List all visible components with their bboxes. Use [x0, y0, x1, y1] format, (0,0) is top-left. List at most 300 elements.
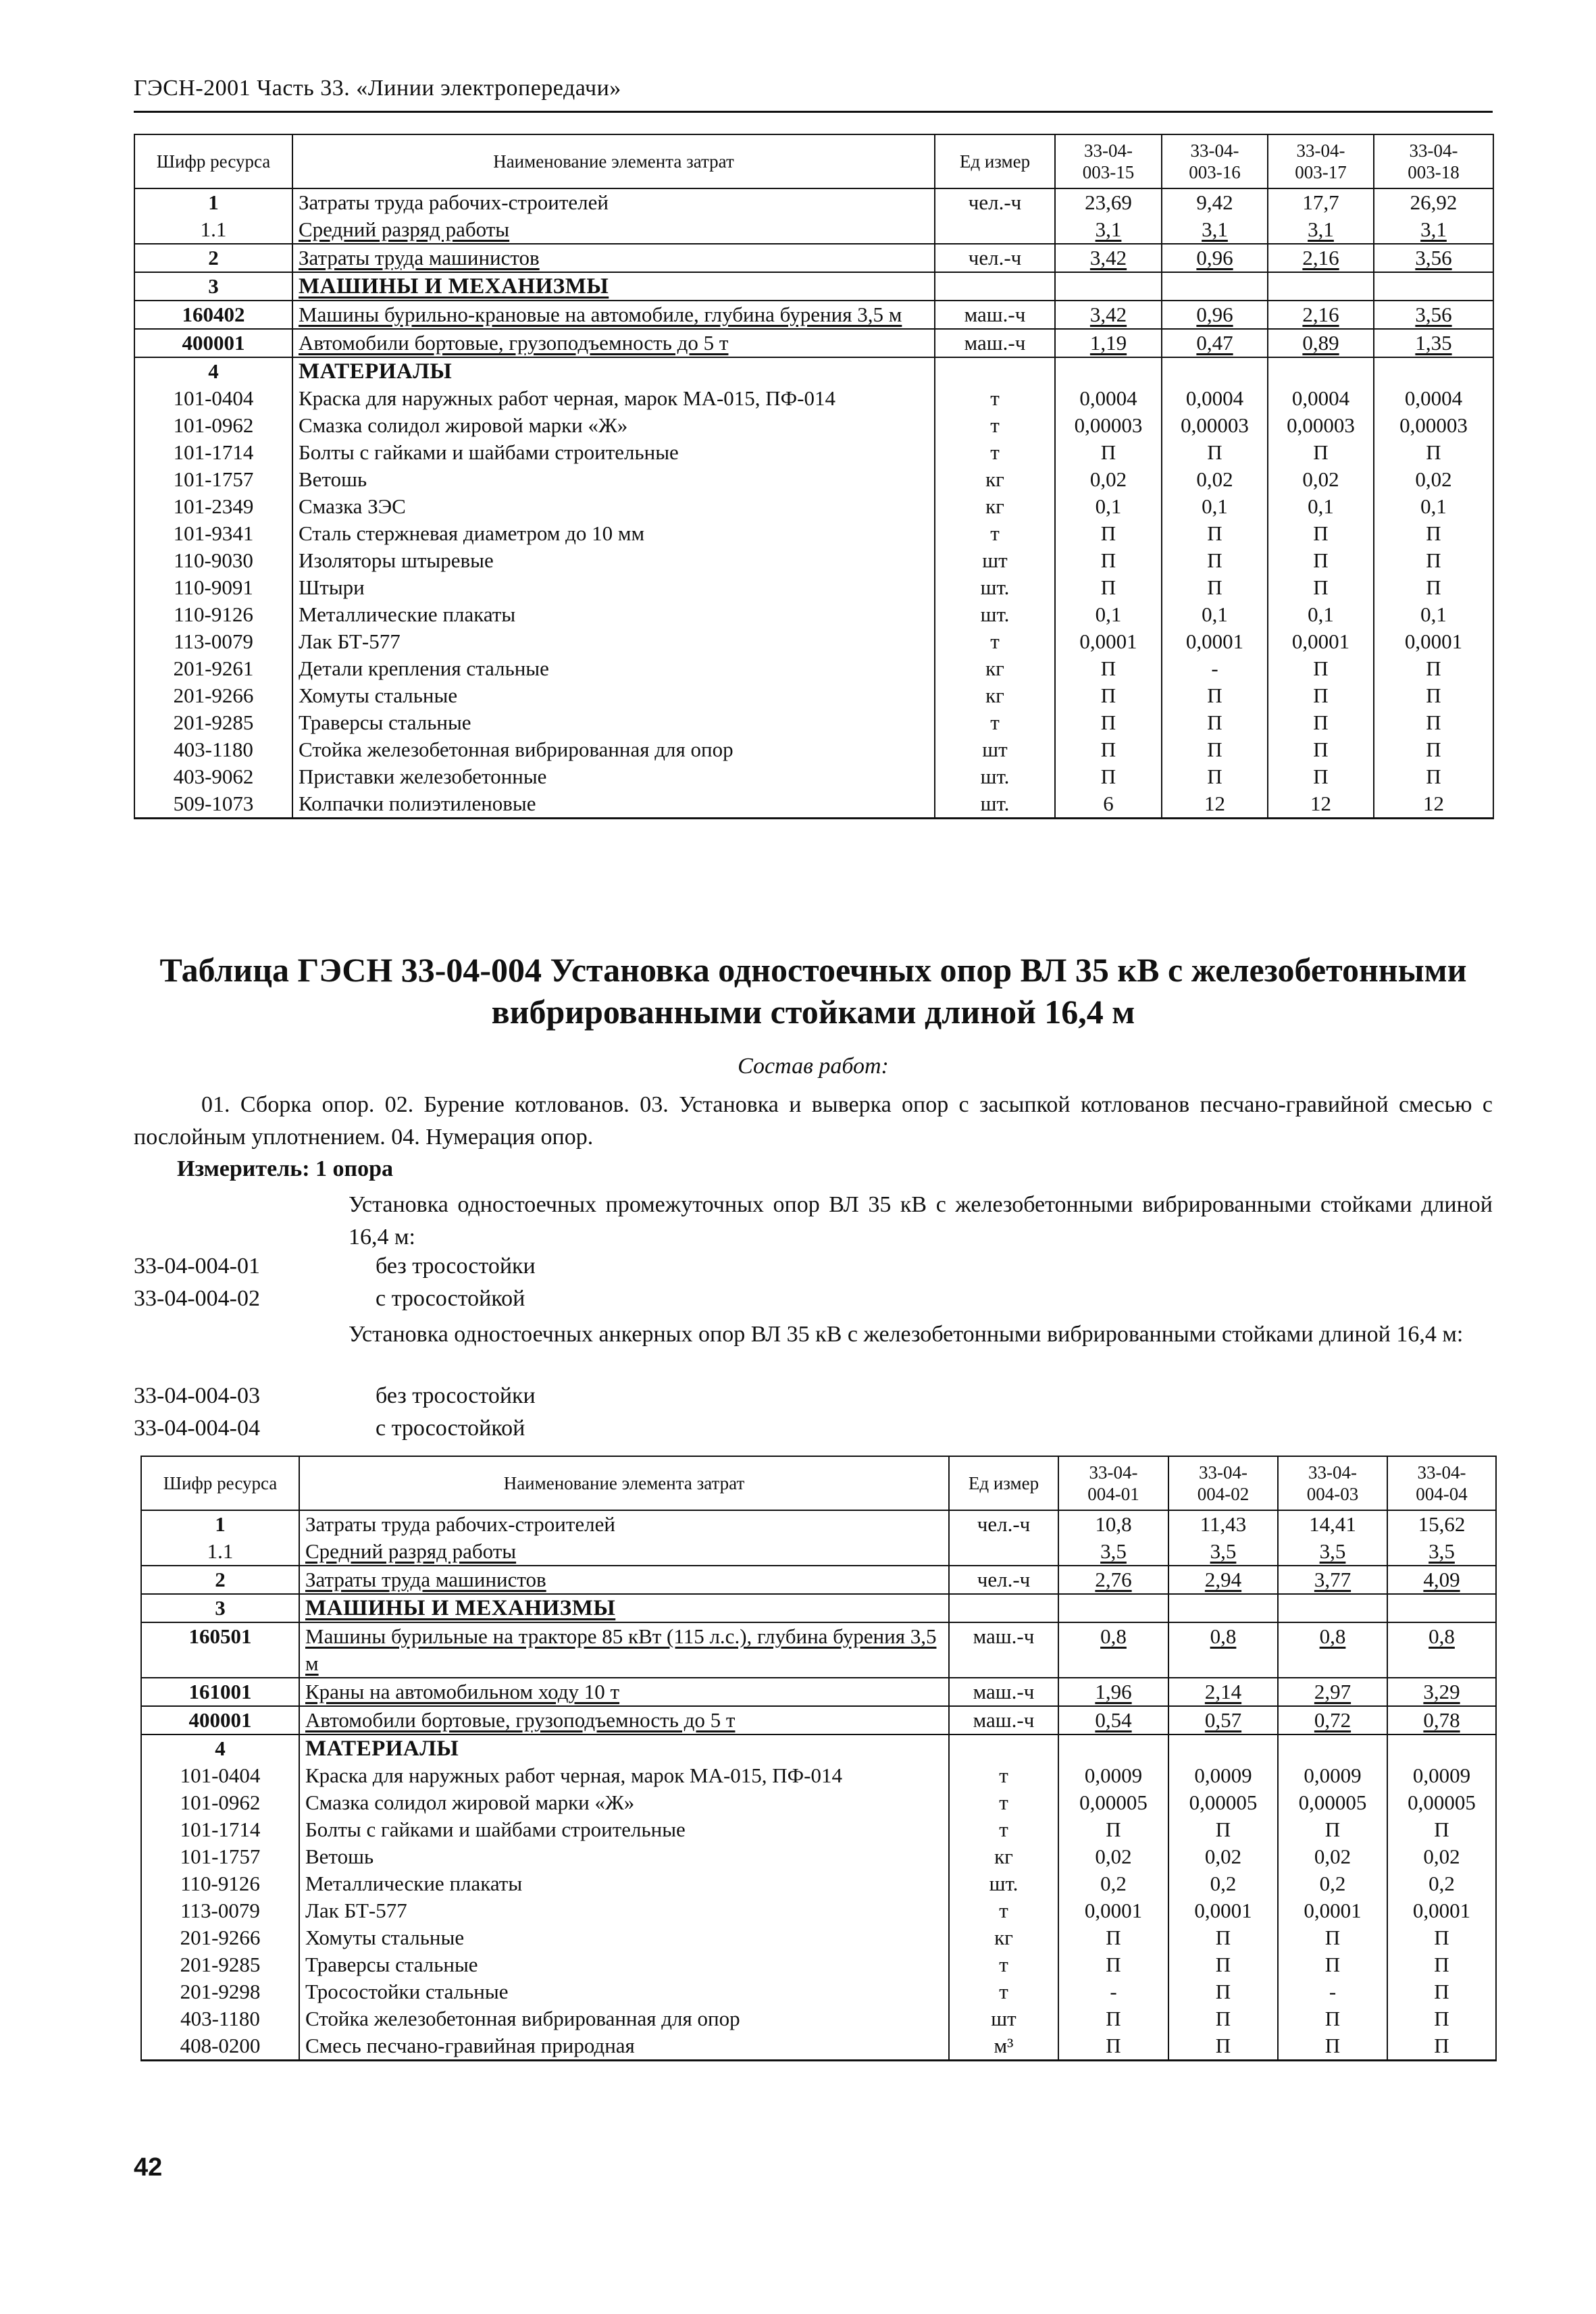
resource-value-col-4: 0,0009 [1387, 1762, 1496, 1789]
resource-value-col-2 [1168, 1734, 1278, 1762]
resource-value-col-2: 0,00005 [1168, 1789, 1278, 1816]
resource-name: Болты с гайками и шайбами строительные [299, 1816, 949, 1843]
resource-name: Металлические плакаты [299, 1870, 949, 1897]
resource-value-col-1: П [1058, 1924, 1168, 1951]
resource-code: 1.1 [134, 216, 292, 244]
table-row [134, 188, 1493, 216]
resource-code: 400001 [141, 1706, 299, 1734]
resource-value-col-1: 3,5 [1058, 1538, 1168, 1566]
resource-value-col-3: 0,02 [1278, 1843, 1387, 1870]
resource-value-col-3: 0,02 [1268, 466, 1374, 493]
header-col-2: 33-04- 004-02 [1168, 1456, 1278, 1510]
resource-value-col-1: 23,69 [1055, 188, 1162, 216]
resource-code: 160501 [141, 1622, 299, 1678]
variant-code: 33-04-004-03 [134, 1383, 260, 1408]
resource-name: Стойка железобетонная вибрированная для опор [299, 2005, 949, 2032]
resource-unit: шт [935, 547, 1055, 574]
header-rule [134, 111, 1493, 113]
resource-value-col-3: П [1268, 763, 1374, 790]
resource-value-col-2: 0,02 [1162, 466, 1268, 493]
resource-code: 400001 [134, 329, 292, 357]
resource-unit: т [949, 1951, 1058, 1978]
resource-code: 110-9126 [141, 1870, 299, 1897]
resource-value-col-2: 0,8 [1168, 1622, 1278, 1678]
resource-unit: чел.-ч [949, 1510, 1058, 1538]
resource-value-col-1: 10,8 [1058, 1510, 1168, 1538]
resource-value-col-1: 2,76 [1058, 1566, 1168, 1594]
resource-value-col-3: 2,16 [1268, 301, 1374, 329]
resource-unit [949, 1594, 1058, 1622]
resource-unit: шт. [935, 763, 1055, 790]
resource-code: 1 [134, 188, 292, 216]
resource-value-col-1 [1058, 1734, 1168, 1762]
resource-unit [935, 216, 1055, 244]
resource-value-col-3: 0,72 [1278, 1706, 1387, 1734]
resource-code: 3 [141, 1594, 299, 1622]
resource-value-col-1: П [1055, 682, 1162, 709]
resource-value-col-3: 0,2 [1278, 1870, 1387, 1897]
resource-unit: т [935, 412, 1055, 439]
resource-unit: т [949, 1816, 1058, 1843]
resource-value-col-3: П [1268, 682, 1374, 709]
header-col-3: 33-04- 004-03 [1278, 1456, 1387, 1510]
resource-name: Хомуты стальные [292, 682, 935, 709]
resource-unit [949, 1538, 1058, 1566]
resource-value-col-2: П [1162, 709, 1268, 736]
resource-name: Затраты труда рабочих-строителей [299, 1510, 949, 1538]
resource-value-col-2: 9,42 [1162, 188, 1268, 216]
resource-value-col-2: 0,57 [1168, 1706, 1278, 1734]
table-row [134, 574, 1493, 601]
resource-value-col-4: 0,02 [1387, 1843, 1496, 1870]
table-row [134, 301, 1493, 329]
resource-name: Лак БТ-577 [299, 1897, 949, 1924]
table-row [141, 1762, 1496, 1789]
table-row [141, 1816, 1496, 1843]
resource-value-col-4: П [1374, 547, 1493, 574]
resource-name: Болты с гайками и шайбами строительные [292, 439, 935, 466]
resource-value-col-1: 0,0009 [1058, 1762, 1168, 1789]
resource-code: 101-1714 [141, 1816, 299, 1843]
resource-name: МАТЕРИАЛЫ [299, 1734, 949, 1762]
resource-value-col-2 [1168, 1594, 1278, 1622]
table-row [141, 1622, 1496, 1678]
resource-value-col-2: 0,96 [1162, 244, 1268, 272]
resource-value-col-3: 0,0001 [1268, 628, 1374, 655]
variant-code: 33-04-004-04 [134, 1416, 260, 1441]
measure-unit: Измеритель: 1 опора [177, 1156, 394, 1181]
resource-unit: т [949, 1978, 1058, 2005]
resource-value-col-1 [1055, 272, 1162, 301]
resource-value-col-3: 0,89 [1268, 329, 1374, 357]
resource-code: 201-9298 [141, 1978, 299, 2005]
resource-unit: маш.-ч [935, 329, 1055, 357]
resource-name: Стойка железобетонная вибрированная для опор [292, 736, 935, 763]
resource-value-col-2: П [1162, 763, 1268, 790]
resource-unit: маш.-ч [935, 301, 1055, 329]
resource-value-col-3: 0,0009 [1278, 1762, 1387, 1789]
resource-value-col-3 [1268, 272, 1374, 301]
table-row [134, 547, 1493, 574]
resource-code: 3 [134, 272, 292, 301]
resource-unit: кг [935, 466, 1055, 493]
variant-name: с тросостойкой [376, 1416, 525, 1441]
resource-value-col-2: 2,14 [1168, 1678, 1278, 1706]
table-row [134, 385, 1493, 412]
resource-value-col-1: 1,96 [1058, 1678, 1168, 1706]
work-composition-text: 01. Сборка опор. 02. Бурение котлованов. 03. Установка и выверка опор с засыпкой котлованов песчано-гравийной смесью с послойным уплотнением. 04. Нумерация опор. [134, 1092, 1493, 1150]
resource-value-col-4: 1,35 [1374, 329, 1493, 357]
resource-value-col-2: 11,43 [1168, 1510, 1278, 1538]
resource-name: Хомуты стальные [299, 1924, 949, 1951]
resource-name: Краска для наружных работ черная, марок МА-015, ПФ-014 [299, 1762, 949, 1789]
resource-value-col-2: П [1168, 2005, 1278, 2032]
resource-name: Металлические плакаты [292, 601, 935, 628]
resource-value-col-1: 6 [1055, 790, 1162, 819]
table-row [141, 1566, 1496, 1594]
resource-value-col-2: П [1162, 520, 1268, 547]
variant-name: с тросостойкой [376, 1286, 525, 1311]
resource-value-col-3: П [1268, 439, 1374, 466]
resource-value-col-3: 0,1 [1268, 493, 1374, 520]
table-row [134, 520, 1493, 547]
resource-value-col-3: 0,0001 [1278, 1897, 1387, 1924]
resource-value-col-4: 0,8 [1387, 1622, 1496, 1678]
resource-code: 110-9030 [134, 547, 292, 574]
resource-name: Затраты труда машинистов [292, 244, 935, 272]
resource-value-col-3: П [1268, 520, 1374, 547]
resource-code: 101-0962 [134, 412, 292, 439]
header-col-2: 33-04- 003-16 [1162, 134, 1268, 188]
variant-code: 33-04-004-02 [134, 1286, 260, 1311]
resource-unit: маш.-ч [949, 1678, 1058, 1706]
resource-name: Тросостойки стальные [299, 1978, 949, 2005]
resource-value-col-2: 0,0009 [1168, 1762, 1278, 1789]
resource-value-col-1: - [1058, 1978, 1168, 2005]
resource-value-col-1: 0,0004 [1055, 385, 1162, 412]
resource-value-col-3 [1278, 1734, 1387, 1762]
resource-value-col-3: П [1268, 709, 1374, 736]
resource-name: Траверсы стальные [292, 709, 935, 736]
resource-value-col-3: П [1278, 1816, 1387, 1843]
resource-name: Средний разряд работы [299, 1538, 949, 1566]
resource-code: 4 [134, 357, 292, 385]
resource-value-col-2: 3,1 [1162, 216, 1268, 244]
variant-name: без тросостойки [376, 1254, 536, 1279]
resource-value-col-4: 3,1 [1374, 216, 1493, 244]
table-row [141, 1897, 1496, 1924]
resource-unit: кг [935, 655, 1055, 682]
resource-value-col-4: П [1374, 520, 1493, 547]
resource-code: 101-1757 [141, 1843, 299, 1870]
resource-code: 110-9091 [134, 574, 292, 601]
table-row [134, 790, 1493, 819]
table-row [134, 439, 1493, 466]
resource-value-col-1: 3,42 [1055, 301, 1162, 329]
resource-value-col-2: 0,47 [1162, 329, 1268, 357]
resource-unit: кг [949, 1843, 1058, 1870]
table-row [141, 1538, 1496, 1566]
resource-value-col-3: - [1278, 1978, 1387, 2005]
resource-value-col-2: 0,0001 [1162, 628, 1268, 655]
table-row [141, 1594, 1496, 1622]
resource-value-col-1: 3,42 [1055, 244, 1162, 272]
resource-code: 4 [141, 1734, 299, 1762]
resource-value-col-2: 0,0001 [1168, 1897, 1278, 1924]
resource-value-col-1: П [1055, 547, 1162, 574]
resource-value-col-2: 0,1 [1162, 601, 1268, 628]
resource-value-col-3: П [1268, 547, 1374, 574]
resource-value-col-3: П [1268, 574, 1374, 601]
resource-value-col-4: П [1374, 763, 1493, 790]
table-body [134, 188, 1493, 819]
resource-name: Машины бурильные на тракторе 85 кВт (115 л.с.), глубина бурения 3,5 м [299, 1622, 949, 1678]
resource-value-col-1: П [1058, 1951, 1168, 1978]
table-row [141, 1870, 1496, 1897]
resource-value-col-4: П [1374, 655, 1493, 682]
resource-name: Смесь песчано-гравийная природная [299, 2032, 949, 2061]
resource-value-col-1: 0,0001 [1058, 1897, 1168, 1924]
resource-code: 403-9062 [134, 763, 292, 790]
resource-value-col-3: 0,00005 [1278, 1789, 1387, 1816]
resource-code: 2 [141, 1566, 299, 1594]
resource-value-col-1: 0,02 [1058, 1843, 1168, 1870]
resource-value-col-2: П [1162, 547, 1268, 574]
resource-code: 1.1 [141, 1538, 299, 1566]
resource-name: Смазка солидол жировой марки «Ж» [292, 412, 935, 439]
resource-value-col-1: П [1055, 709, 1162, 736]
resource-value-col-4: П [1374, 439, 1493, 466]
resource-name: Колпачки полиэтиленовые [292, 790, 935, 819]
resource-value-col-2: П [1168, 1816, 1278, 1843]
resource-name: Краска для наружных работ черная, марок МА-015, ПФ-014 [292, 385, 935, 412]
table-row [141, 2032, 1496, 2061]
table-row [141, 1510, 1496, 1538]
resource-unit: шт [949, 2005, 1058, 2032]
resource-value-col-3: 17,7 [1268, 188, 1374, 216]
resource-code: 101-9341 [134, 520, 292, 547]
resource-code: 201-9266 [134, 682, 292, 709]
resource-value-col-2: П [1168, 1951, 1278, 1978]
resource-value-col-4: 0,1 [1374, 601, 1493, 628]
table-title: Таблица ГЭСН 33-04-004 Установка одностоечных опор ВЛ 35 кВ с железобетонными вибрированными стойками длиной 16,4 м [159, 951, 1467, 1031]
resource-value-col-1: П [1055, 736, 1162, 763]
resource-unit: кг [935, 682, 1055, 709]
header-col-1: 33-04- 004-01 [1058, 1456, 1168, 1510]
resource-name: Сталь стержневая диаметром до 10 мм [292, 520, 935, 547]
resource-name: Автомобили бортовые, грузоподъемность до 5 т [292, 329, 935, 357]
resource-unit: шт [935, 736, 1055, 763]
resource-value-col-4 [1374, 272, 1493, 301]
resource-name: Изоляторы штыревые [292, 547, 935, 574]
resource-value-col-2: - [1162, 655, 1268, 682]
resource-value-col-4: 3,5 [1387, 1538, 1496, 1566]
resource-value-col-1: 0,00005 [1058, 1789, 1168, 1816]
resource-value-col-2: 0,96 [1162, 301, 1268, 329]
resource-value-col-4: 0,0004 [1374, 385, 1493, 412]
resource-code: 403-1180 [134, 736, 292, 763]
resource-value-col-2 [1162, 357, 1268, 385]
resource-name: МАТЕРИАЛЫ [292, 357, 935, 385]
resource-value-col-4: 26,92 [1374, 188, 1493, 216]
resource-table-33-04-004 [140, 1456, 1497, 2061]
resource-name: Штыри [292, 574, 935, 601]
resource-code: 403-1180 [141, 2005, 299, 2032]
resource-value-col-2: П [1162, 439, 1268, 466]
resource-value-col-3: 3,77 [1278, 1566, 1387, 1594]
header-unit: Ед измер [935, 134, 1055, 188]
resource-code: 161001 [141, 1678, 299, 1706]
resource-unit: шт. [935, 790, 1055, 819]
table-row [141, 1734, 1496, 1762]
resource-value-col-2: П [1162, 682, 1268, 709]
resource-code: 101-0962 [141, 1789, 299, 1816]
resource-code: 101-1757 [134, 466, 292, 493]
resource-value-col-1: 0,1 [1055, 601, 1162, 628]
resource-value-col-3: 0,0004 [1268, 385, 1374, 412]
resource-value-col-4 [1387, 1594, 1496, 1622]
resource-unit: чел.-ч [949, 1566, 1058, 1594]
resource-value-col-2: 0,2 [1168, 1870, 1278, 1897]
resource-unit: т [935, 520, 1055, 547]
resource-value-col-4: 0,0001 [1374, 628, 1493, 655]
resource-value-col-3: 14,41 [1278, 1510, 1387, 1538]
resource-name: Ветошь [299, 1843, 949, 1870]
resource-name: Машины бурильно-крановые на автомобиле, глубина бурения 3,5 м [292, 301, 935, 329]
resource-value-col-1: 0,2 [1058, 1870, 1168, 1897]
variant-code: 33-04-004-01 [134, 1254, 260, 1279]
resource-value-col-1: 0,54 [1058, 1706, 1168, 1734]
table-row [134, 709, 1493, 736]
table-row [141, 1924, 1496, 1951]
resource-unit: т [949, 1789, 1058, 1816]
resource-value-col-1: П [1055, 763, 1162, 790]
resource-value-col-1: П [1058, 2005, 1168, 2032]
resource-unit: шт. [935, 574, 1055, 601]
header-col-4: 33-04- 004-04 [1387, 1456, 1496, 1510]
resource-unit: маш.-ч [949, 1622, 1058, 1678]
resource-code: 113-0079 [134, 628, 292, 655]
resource-value-col-1: П [1055, 574, 1162, 601]
resource-value-col-4 [1374, 357, 1493, 385]
resource-value-col-4: 0,00003 [1374, 412, 1493, 439]
resource-code: 101-0404 [141, 1762, 299, 1789]
resource-name: МАШИНЫ И МЕХАНИЗМЫ [299, 1594, 949, 1622]
resource-value-col-3: П [1278, 1924, 1387, 1951]
table-row [134, 763, 1493, 790]
group-description-anchor: Установка одностоечных анкерных опор ВЛ 35 кВ с железобетонными вибрированными стойками длиной 16,4 м: [349, 1322, 1464, 1347]
resource-value-col-1: П [1055, 520, 1162, 547]
resource-unit: м³ [949, 2032, 1058, 2061]
resource-name: Траверсы стальные [299, 1951, 949, 1978]
header-unit: Ед измер [949, 1456, 1058, 1510]
resource-value-col-2: 3,5 [1168, 1538, 1278, 1566]
resource-value-col-3: 0,1 [1268, 601, 1374, 628]
resource-value-col-1: 0,00003 [1055, 412, 1162, 439]
resource-value-col-4: П [1387, 2032, 1496, 2061]
resource-unit: т [949, 1897, 1058, 1924]
table-row [134, 493, 1493, 520]
resource-value-col-1 [1058, 1594, 1168, 1622]
resource-unit: т [935, 628, 1055, 655]
resource-value-col-3 [1278, 1594, 1387, 1622]
resource-code: 110-9126 [134, 601, 292, 628]
resource-value-col-4: 0,0001 [1387, 1897, 1496, 1924]
resource-code: 408-0200 [141, 2032, 299, 2061]
resource-name: Смазка ЗЭС [292, 493, 935, 520]
resource-unit: чел.-ч [935, 188, 1055, 216]
resource-value-col-3: П [1278, 2032, 1387, 2061]
resource-value-col-3: 0,00003 [1268, 412, 1374, 439]
resource-name: Приставки железобетонные [292, 763, 935, 790]
resource-value-col-1: 3,1 [1055, 216, 1162, 244]
resource-value-col-2: 12 [1162, 790, 1268, 819]
resource-code: 201-9285 [141, 1951, 299, 1978]
resource-value-col-3: П [1278, 1951, 1387, 1978]
resource-value-col-4: П [1387, 1978, 1496, 2005]
table-row [141, 1789, 1496, 1816]
resource-value-col-4: П [1387, 2005, 1496, 2032]
resource-unit [949, 1734, 1058, 1762]
resource-value-col-3: 2,16 [1268, 244, 1374, 272]
resource-value-col-2: П [1168, 1924, 1278, 1951]
resource-unit: маш.-ч [949, 1706, 1058, 1734]
resource-value-col-4: П [1374, 736, 1493, 763]
resource-code: 160402 [134, 301, 292, 329]
running-header: ГЭСН-2001 Часть 33. «Линии электропередачи» [134, 76, 621, 101]
resource-value-col-2: 0,00003 [1162, 412, 1268, 439]
resource-name: Автомобили бортовые, грузоподъемность до 5 т [299, 1706, 949, 1734]
resource-name: Затраты труда машинистов [299, 1566, 949, 1594]
resource-unit: шт. [949, 1870, 1058, 1897]
table-row [141, 1678, 1496, 1706]
resource-value-col-1: 0,02 [1055, 466, 1162, 493]
resource-value-col-3: 3,1 [1268, 216, 1374, 244]
resource-value-col-1: 0,8 [1058, 1622, 1168, 1678]
resource-value-col-1: П [1055, 655, 1162, 682]
resource-value-col-2: 0,02 [1168, 1843, 1278, 1870]
resource-value-col-2: П [1168, 1978, 1278, 2005]
resource-unit [935, 272, 1055, 301]
header-code: Шифр ресурса [134, 134, 292, 188]
table-row [134, 466, 1493, 493]
resource-value-col-3: П [1268, 655, 1374, 682]
table-row [141, 2005, 1496, 2032]
resource-value-col-4: 3,56 [1374, 244, 1493, 272]
resource-value-col-2: 0,1 [1162, 493, 1268, 520]
table-row [134, 216, 1493, 244]
table-row [134, 736, 1493, 763]
resource-value-col-4: П [1387, 1924, 1496, 1951]
resource-value-col-4: П [1374, 682, 1493, 709]
resource-value-col-2 [1162, 272, 1268, 301]
resource-value-col-1: П [1058, 1816, 1168, 1843]
resource-code: 201-9285 [134, 709, 292, 736]
table-row [141, 1978, 1496, 2005]
resource-value-col-4: 3,56 [1374, 301, 1493, 329]
resource-code: 101-1714 [134, 439, 292, 466]
resource-value-col-2: П [1168, 2032, 1278, 2061]
resource-value-col-2: 2,94 [1168, 1566, 1278, 1594]
resource-name: Средний разряд работы [292, 216, 935, 244]
resource-value-col-3: 12 [1268, 790, 1374, 819]
resource-unit: т [935, 709, 1055, 736]
resource-name: Ветошь [292, 466, 935, 493]
table-row [134, 272, 1493, 301]
resource-value-col-4: 0,78 [1387, 1706, 1496, 1734]
header-col-4: 33-04- 003-18 [1374, 134, 1493, 188]
resource-name: Детали крепления стальные [292, 655, 935, 682]
